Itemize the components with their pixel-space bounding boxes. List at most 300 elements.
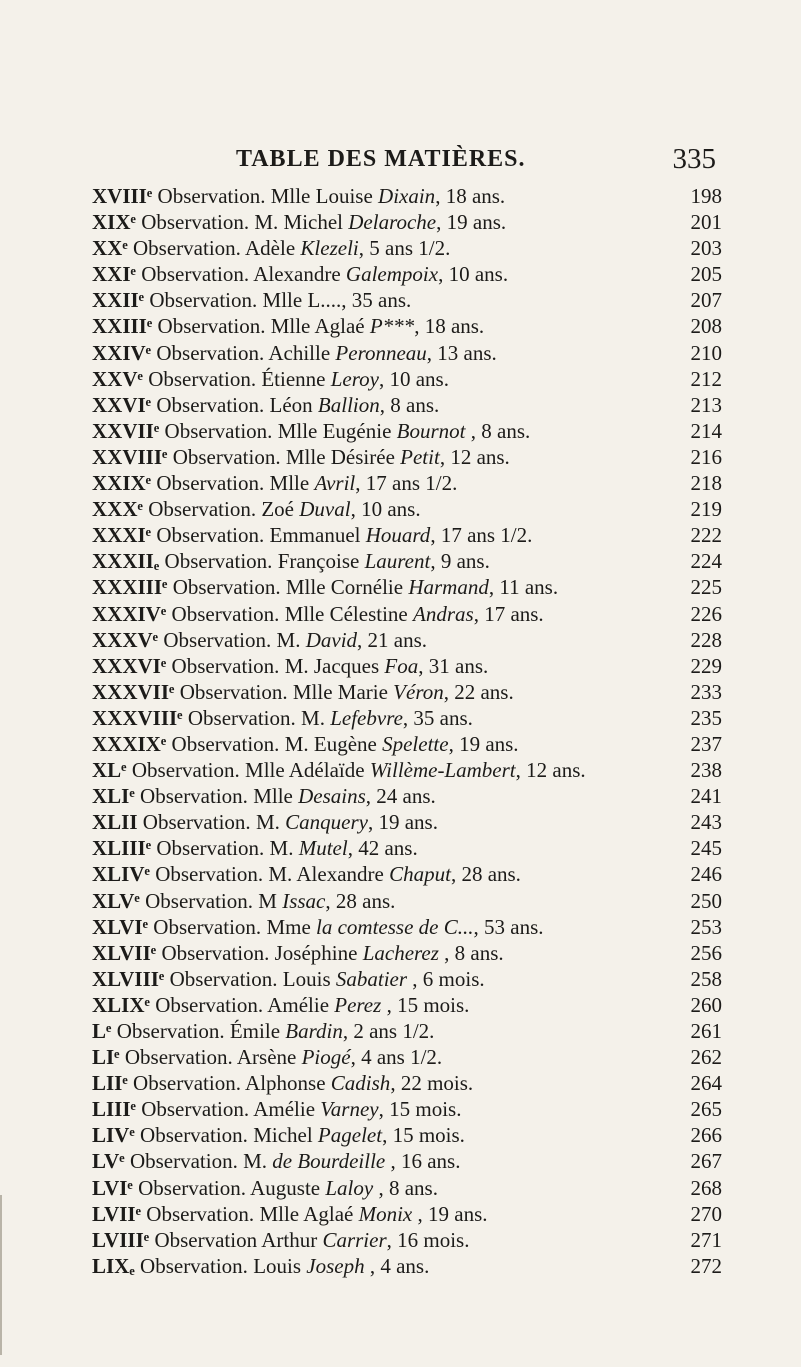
entry-detail: , 42 ans. bbox=[347, 836, 418, 861]
entry-text bbox=[92, 313, 484, 339]
entry-number: XLIIIᵉ bbox=[92, 836, 152, 861]
entry-page-number: 237 bbox=[690, 731, 722, 756]
toc-entry bbox=[92, 679, 722, 705]
toc-entry bbox=[92, 1253, 722, 1279]
entry-detail: , 10 ans. bbox=[438, 262, 509, 287]
entry-name: Pagelet bbox=[317, 1123, 383, 1148]
entry-page-number: 256 bbox=[690, 940, 722, 965]
entry-label: Observation. bbox=[179, 679, 288, 704]
entry-detail: , 8 ans. bbox=[373, 1175, 438, 1200]
entry-text bbox=[92, 366, 449, 392]
entry-subject: Michel bbox=[253, 1123, 313, 1148]
entry-page-number: 198 bbox=[690, 184, 722, 208]
entry-text bbox=[92, 601, 544, 627]
entry-page-number: 260 bbox=[690, 992, 722, 1017]
toc-entry bbox=[92, 653, 722, 679]
entry-page-number: 219 bbox=[690, 497, 722, 522]
entry-subject: M. bbox=[269, 836, 294, 861]
toc-entry bbox=[92, 1175, 722, 1201]
entry-text bbox=[92, 783, 436, 809]
entry-number: LIᵉ bbox=[92, 1045, 120, 1070]
toc-entry bbox=[92, 287, 722, 313]
entry-subject: Mlle Marie bbox=[292, 679, 388, 704]
entry-label: Observation. bbox=[156, 392, 265, 417]
entry-text bbox=[92, 261, 508, 287]
entry-page-number: 261 bbox=[690, 1019, 722, 1043]
entry-page-number: 253 bbox=[690, 914, 722, 939]
entry-detail: , 18 ans. bbox=[414, 314, 485, 339]
entry-detail: , 6 mois. bbox=[407, 966, 485, 991]
entry-text bbox=[92, 757, 586, 783]
toc-entry bbox=[92, 940, 722, 966]
entry-text bbox=[92, 809, 438, 835]
toc-entry bbox=[92, 470, 722, 496]
entry-number: XLVIIIᵉ bbox=[92, 966, 165, 991]
entry-name: la comtesse de C... bbox=[316, 914, 474, 939]
toc-entry bbox=[92, 705, 722, 731]
entry-label: Observation. bbox=[131, 758, 240, 783]
entry-detail: , 19 ans. bbox=[367, 810, 438, 835]
entry-text bbox=[92, 940, 504, 966]
entry-detail: , 35 ans. bbox=[402, 705, 473, 730]
page-edge-mark bbox=[0, 1195, 2, 1355]
entry-subject: Mlle Aglaé bbox=[259, 1201, 354, 1226]
entry-subject: Françoise bbox=[277, 549, 360, 574]
entry-label: Observation bbox=[154, 1227, 258, 1252]
entry-text bbox=[92, 418, 530, 444]
entry-page-number: 250 bbox=[690, 888, 722, 913]
entry-page-number: 214 bbox=[690, 418, 722, 443]
entry-name: David bbox=[305, 627, 358, 652]
entry-name: Canquery bbox=[285, 810, 368, 835]
toc-entry bbox=[92, 366, 722, 392]
entry-detail: , 28 ans. bbox=[325, 888, 396, 913]
entry-subject: Alphonse bbox=[245, 1071, 326, 1096]
entry-name: de Bourdeille bbox=[272, 1149, 386, 1174]
entry-name: Sabatier bbox=[335, 966, 408, 991]
entry-label: Observation. bbox=[155, 992, 264, 1017]
entry-detail: , 16 ans. bbox=[385, 1149, 461, 1174]
entry-text bbox=[92, 627, 427, 653]
toc-entry bbox=[92, 1096, 722, 1122]
toc-entry bbox=[92, 313, 722, 339]
toc-entry bbox=[92, 444, 722, 470]
entry-detail: , 21 ans. bbox=[357, 627, 428, 652]
entry-label: Observation. bbox=[140, 1123, 248, 1148]
entry-detail: , 53 ans. bbox=[473, 914, 544, 939]
toc-entry bbox=[92, 888, 722, 914]
entry-label: Observation. bbox=[153, 914, 262, 939]
entry-label: Observation. bbox=[172, 444, 281, 469]
entry-subject: Zoé bbox=[261, 497, 294, 522]
entry-page-number: 258 bbox=[690, 966, 722, 991]
entry-text bbox=[92, 444, 510, 470]
entry-number: XIXᵉ bbox=[92, 210, 136, 235]
entry-name: Laloy bbox=[325, 1175, 374, 1200]
toc-entry bbox=[92, 1018, 722, 1044]
entry-page-number: 205 bbox=[690, 262, 722, 287]
entry-detail: , 9 ans. bbox=[430, 549, 490, 574]
toc-entry bbox=[92, 809, 722, 835]
entry-detail: , 8 ans. bbox=[379, 392, 440, 417]
entry-subject: M. bbox=[255, 810, 280, 835]
entry-page-number: 218 bbox=[690, 471, 722, 496]
entry-text bbox=[92, 183, 505, 209]
toc-entry bbox=[92, 1201, 722, 1227]
entry-subject: Mlle Louise bbox=[270, 184, 373, 208]
entry-page-number: 224 bbox=[690, 549, 722, 574]
entry-detail: , 8 ans. bbox=[438, 940, 504, 965]
entry-subject: Mlle Cornélie bbox=[285, 575, 404, 600]
entry-subject: Arsène bbox=[236, 1045, 297, 1070]
entry-page-number: 233 bbox=[690, 679, 722, 704]
entry-subject: Emmanuel bbox=[269, 523, 361, 548]
entry-text bbox=[92, 392, 439, 418]
entry-text bbox=[92, 548, 490, 574]
entry-page-number: 238 bbox=[690, 758, 722, 783]
entry-number: XXXIXᵉ bbox=[92, 731, 167, 756]
entry-label: Observation. bbox=[163, 627, 272, 652]
entry-name: Galempoix bbox=[345, 262, 439, 287]
entry-detail: , 12 ans. bbox=[439, 444, 510, 469]
entry-label: Observation. bbox=[124, 1045, 233, 1070]
entry-page-number: 210 bbox=[690, 340, 722, 365]
entry-detail: , 15 mois. bbox=[378, 1097, 462, 1122]
entry-subject: M. Michel bbox=[254, 210, 344, 235]
entry-name: Spelette bbox=[382, 731, 449, 756]
entry-text bbox=[92, 287, 411, 313]
entry-subject: M. bbox=[276, 627, 301, 652]
entry-name: Issac bbox=[282, 888, 326, 913]
entry-text bbox=[92, 1018, 434, 1044]
entry-text bbox=[92, 861, 521, 887]
entry-number: XXXIIIᵉ bbox=[92, 575, 168, 600]
entry-page-number: 201 bbox=[690, 210, 722, 235]
entry-text bbox=[92, 1122, 465, 1148]
entry-text bbox=[92, 679, 514, 705]
toc-entry bbox=[92, 1227, 722, 1253]
entry-page-number: 241 bbox=[690, 784, 722, 809]
toc-entry bbox=[92, 914, 722, 940]
entry-label: Observation. bbox=[116, 1019, 225, 1043]
entry-name: Willème-Lambert bbox=[369, 758, 516, 783]
entry-name: Foa bbox=[384, 653, 419, 678]
entry-subject: Arthur bbox=[261, 1227, 318, 1252]
entry-number: LVᵉ bbox=[92, 1149, 125, 1174]
entry-detail: , 19 ans. bbox=[436, 210, 507, 235]
entry-page-number: 265 bbox=[690, 1097, 722, 1122]
page-number: 335 bbox=[672, 143, 716, 175]
entry-subject: M. Eugène bbox=[284, 731, 377, 756]
entry-detail: , 10 ans. bbox=[350, 497, 421, 522]
entry-page-number: 268 bbox=[690, 1175, 722, 1200]
entry-number: XXVᵉ bbox=[92, 366, 143, 391]
toc-entry bbox=[92, 235, 722, 261]
entry-detail: , 16 mois. bbox=[386, 1227, 470, 1252]
entry-label: Observation. bbox=[133, 1071, 241, 1096]
entry-subject: Mlle Eugénie bbox=[277, 418, 392, 443]
entry-label: Observation. bbox=[155, 862, 264, 887]
entry-number: XXIVᵉ bbox=[92, 340, 152, 365]
toc-entry bbox=[92, 861, 722, 887]
entry-number: XLᵉ bbox=[92, 758, 127, 783]
entry-subject: Mlle L...., 35 ans. bbox=[262, 288, 412, 313]
toc-entry bbox=[92, 1044, 722, 1070]
entry-page-number: 270 bbox=[690, 1201, 722, 1226]
entry-label: Observation. bbox=[145, 888, 254, 913]
entry-subject: M. bbox=[301, 705, 325, 730]
entry-name: Duval bbox=[299, 497, 351, 522]
entry-detail: , 22 ans. bbox=[443, 679, 514, 704]
entry-name: Dixain bbox=[378, 184, 436, 208]
toc-entry bbox=[92, 1148, 722, 1174]
toc-entry bbox=[92, 340, 722, 366]
toc-entry bbox=[92, 992, 722, 1018]
entry-detail: , 11 ans. bbox=[488, 575, 559, 600]
entry-number: LIVᵉ bbox=[92, 1123, 135, 1148]
entry-subject: Joséphine bbox=[274, 940, 358, 965]
entry-number: LVIIᵉ bbox=[92, 1201, 142, 1226]
entry-name: Delaroche bbox=[348, 210, 437, 235]
entry-subject: M. bbox=[243, 1149, 268, 1174]
entry-number: XLVIᵉ bbox=[92, 914, 149, 939]
entry-page-number: 208 bbox=[690, 314, 722, 339]
entry-page-number: 272 bbox=[690, 1253, 722, 1278]
entry-subject: Mlle Aglaé bbox=[270, 314, 365, 339]
entry-name: Harmand bbox=[408, 575, 489, 600]
toc-entry bbox=[92, 496, 722, 522]
entry-detail: , 17 ans. bbox=[473, 601, 544, 626]
entry-detail: , 19 ans. bbox=[448, 731, 519, 756]
toc-entry bbox=[92, 261, 722, 287]
entry-subject: Alexandre bbox=[253, 262, 341, 287]
entry-page-number: 228 bbox=[690, 627, 722, 652]
entry-text bbox=[92, 966, 485, 992]
toc-entry bbox=[92, 835, 722, 861]
toc-entry bbox=[92, 731, 722, 757]
entry-name: Varney bbox=[320, 1097, 379, 1122]
entry-text bbox=[92, 1070, 473, 1096]
entry-page-number: 229 bbox=[690, 653, 722, 678]
entry-number: XXVIᵉ bbox=[92, 392, 152, 417]
entry-page-number: 213 bbox=[690, 392, 722, 417]
entry-page-number: 212 bbox=[690, 366, 722, 391]
entry-name: Lacherez bbox=[362, 940, 439, 965]
entry-detail: , 28 ans. bbox=[450, 862, 521, 887]
entry-label: Observation. bbox=[156, 340, 265, 365]
entry-name: Véron bbox=[393, 679, 444, 704]
entry-name: Joseph bbox=[306, 1253, 365, 1278]
entry-label: Observation. bbox=[169, 966, 278, 991]
toc-entry bbox=[92, 601, 722, 627]
entry-text bbox=[92, 340, 497, 366]
entry-page-number: 225 bbox=[690, 575, 722, 600]
entry-number: XXᵉ bbox=[92, 236, 128, 261]
entry-name: Klezeli bbox=[300, 236, 359, 261]
toc-entry bbox=[92, 783, 722, 809]
entry-number: XXIᵉ bbox=[92, 262, 136, 287]
entry-label: Observation. bbox=[148, 366, 257, 391]
entry-number: XLIXᵉ bbox=[92, 992, 150, 1017]
entry-text bbox=[92, 209, 506, 235]
entry-name: Leroy bbox=[330, 366, 379, 391]
entry-detail: , 12 ans. bbox=[515, 758, 586, 783]
toc-entry bbox=[92, 1070, 722, 1096]
entry-page-number: 203 bbox=[690, 236, 722, 261]
entry-label: Observation. bbox=[142, 810, 251, 835]
entry-text bbox=[92, 1044, 442, 1070]
entry-name: Petit bbox=[400, 444, 440, 469]
toc-entry bbox=[92, 966, 722, 992]
entry-detail: , 15 mois. bbox=[382, 1123, 465, 1148]
entry-detail: , 15 mois. bbox=[381, 992, 470, 1017]
entry-subject: Amélie bbox=[267, 992, 330, 1017]
entry-number: LVIIIᵉ bbox=[92, 1227, 150, 1252]
entry-subject: Mlle Célestine bbox=[284, 601, 408, 626]
toc-entry bbox=[92, 627, 722, 653]
entry-subject: M bbox=[258, 888, 277, 913]
entry-number: XXXVIIIᵉ bbox=[92, 705, 183, 730]
entry-subject: Louis bbox=[253, 1253, 302, 1278]
entry-text bbox=[92, 1227, 469, 1253]
entry-number: XXVIIIᵉ bbox=[92, 444, 168, 469]
entry-text bbox=[92, 1096, 461, 1122]
entry-text bbox=[92, 470, 457, 496]
entry-detail: , 2 ans 1/2. bbox=[342, 1019, 435, 1043]
entry-label: Observation. bbox=[156, 836, 265, 861]
entry-subject: Mlle Désirée bbox=[285, 444, 395, 469]
entry-name: Andras bbox=[413, 601, 474, 626]
entry-subject: Mlle bbox=[269, 471, 310, 496]
entry-number: XXXIVᵉ bbox=[92, 601, 167, 626]
entry-name: Avril bbox=[314, 471, 356, 496]
entry-number: XXIIIᵉ bbox=[92, 314, 153, 339]
entry-text bbox=[92, 1175, 438, 1201]
entry-number: XXXVIIᵉ bbox=[92, 679, 175, 704]
entry-label: Observation. bbox=[157, 184, 266, 208]
entry-subject: Amélie bbox=[253, 1097, 316, 1122]
entry-page-number: 245 bbox=[690, 836, 722, 861]
entry-subject: Léon bbox=[269, 392, 313, 417]
entry-number: Lᵉ bbox=[92, 1019, 112, 1043]
entry-label: Observation. bbox=[171, 731, 280, 756]
entry-detail: , 19 ans. bbox=[412, 1201, 488, 1226]
entry-name: Mutel bbox=[298, 836, 348, 861]
entry-label: Observation. bbox=[141, 210, 250, 235]
entry-page-number: 216 bbox=[690, 444, 722, 469]
entry-label: Observation. bbox=[129, 1149, 238, 1174]
entry-page-number: 271 bbox=[690, 1227, 722, 1252]
entry-subject: M. Jacques bbox=[284, 653, 380, 678]
entry-label: Observation. bbox=[146, 1201, 255, 1226]
entry-name: Bardin bbox=[285, 1019, 343, 1043]
entry-label: Observation. bbox=[171, 653, 280, 678]
entry-subject: Mlle Adélaïde bbox=[245, 758, 365, 783]
entry-label: Observation. bbox=[187, 705, 296, 730]
toc-entry bbox=[92, 757, 722, 783]
toc-entry bbox=[92, 209, 722, 235]
entry-number: XXVIIᵉ bbox=[92, 418, 160, 443]
entry-text bbox=[92, 1148, 460, 1174]
running-head bbox=[0, 143, 801, 182]
entry-label: Observation. bbox=[171, 601, 280, 626]
entry-label: Observation. bbox=[133, 236, 241, 261]
entry-subject: Louis bbox=[282, 966, 331, 991]
entry-label: Observation. bbox=[140, 784, 248, 809]
entry-detail: , 31 ans. bbox=[418, 653, 489, 678]
entry-name: Houard bbox=[365, 523, 431, 548]
entry-name: Peronneau bbox=[335, 340, 427, 365]
entry-detail: , 4 ans 1/2. bbox=[350, 1045, 443, 1070]
toc-entry bbox=[92, 548, 722, 574]
toc-entry bbox=[92, 418, 722, 444]
entry-number: XXXVᵉ bbox=[92, 627, 159, 652]
entry-page-number: 267 bbox=[690, 1149, 722, 1174]
entry-detail: , 4 ans. bbox=[364, 1253, 430, 1278]
entry-name: Laurent bbox=[364, 549, 431, 574]
entry-label: Observation. bbox=[164, 549, 273, 574]
entry-page-number: 266 bbox=[690, 1123, 722, 1148]
entry-text bbox=[92, 496, 421, 522]
entry-text bbox=[92, 522, 532, 548]
entry-number: XXXIIₑ bbox=[92, 549, 160, 574]
entry-subject: Auguste bbox=[250, 1175, 321, 1200]
entry-number: XXXIᵉ bbox=[92, 523, 152, 548]
entry-number: LVIᵉ bbox=[92, 1175, 133, 1200]
entry-label: Observation. bbox=[156, 523, 265, 548]
entry-label: Observation. bbox=[141, 1097, 250, 1122]
entry-text bbox=[92, 992, 469, 1018]
entry-detail: , 10 ans. bbox=[378, 366, 449, 391]
entry-label: Observation. bbox=[157, 314, 266, 339]
entry-name: Piogé bbox=[301, 1045, 351, 1070]
entry-label: Observation. bbox=[161, 940, 270, 965]
entry-text bbox=[92, 888, 395, 914]
entry-detail: , 13 ans. bbox=[426, 340, 497, 365]
entry-subject: M. Alexandre bbox=[268, 862, 384, 887]
entry-name: P*** bbox=[369, 314, 415, 339]
entry-name: Lefebvre bbox=[330, 705, 403, 730]
entry-page-number: 264 bbox=[690, 1071, 722, 1096]
entry-text bbox=[92, 835, 418, 861]
entry-detail: , 8 ans. bbox=[465, 418, 531, 443]
entry-name: Perez bbox=[334, 992, 382, 1017]
entry-name: Ballion bbox=[317, 392, 380, 417]
entry-label: Observation. bbox=[138, 1175, 247, 1200]
entry-text bbox=[92, 705, 473, 731]
entry-subject: Étienne bbox=[261, 366, 326, 391]
entry-detail: , 18 ans. bbox=[435, 184, 506, 208]
entry-label: Observation. bbox=[140, 1253, 248, 1278]
entry-text bbox=[92, 653, 488, 679]
entry-text bbox=[92, 235, 450, 261]
entry-label: Observation. bbox=[149, 288, 258, 313]
entry-subject: Adèle bbox=[245, 236, 296, 261]
entry-text bbox=[92, 914, 544, 940]
entry-label: Observation. bbox=[148, 497, 257, 522]
entry-text bbox=[92, 1201, 488, 1227]
entry-label: Observation. bbox=[156, 471, 265, 496]
entry-number: LIXₑ bbox=[92, 1253, 135, 1278]
entry-subject: Émile bbox=[229, 1019, 281, 1043]
entry-detail: , 17 ans 1/2. bbox=[430, 523, 533, 548]
entry-detail: , 24 ans. bbox=[365, 784, 436, 809]
entry-label: Observation. bbox=[172, 575, 281, 600]
entry-number: LIIᵉ bbox=[92, 1071, 128, 1096]
entry-name: Desains bbox=[298, 784, 366, 809]
entry-number: XXXᵉ bbox=[92, 497, 143, 522]
entry-page-number: 207 bbox=[690, 288, 722, 313]
